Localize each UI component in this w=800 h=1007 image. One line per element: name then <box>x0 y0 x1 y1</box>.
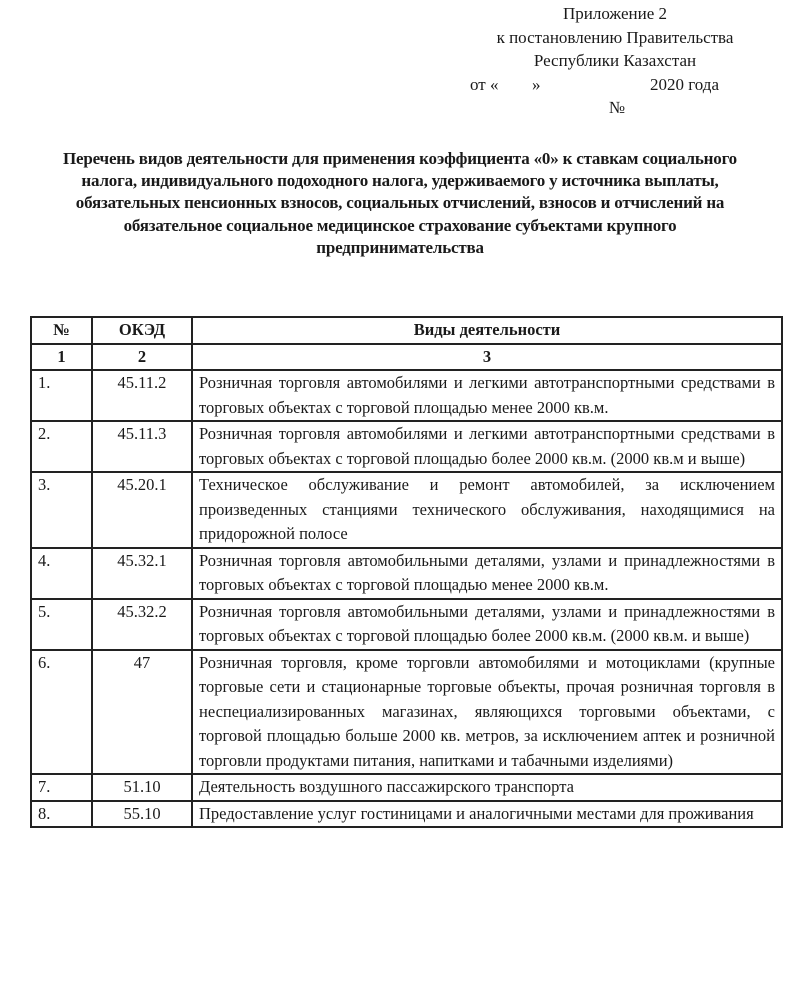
column-number-3: 3 <box>192 344 782 371</box>
date-prefix: от « <box>470 74 499 94</box>
table-row <box>31 370 782 421</box>
row-code: 45.20.1 <box>92 472 192 548</box>
table-row <box>31 472 782 548</box>
appendix-number: № <box>608 98 626 117</box>
table-row <box>31 548 782 599</box>
row-number: 1. <box>31 370 92 421</box>
header-activity-type: Виды деятельности <box>192 317 782 344</box>
row-code: 45.11.2 <box>92 370 192 421</box>
row-number: 3. <box>31 472 92 548</box>
appendix-date-line <box>430 73 800 97</box>
appendix-decree-ref: к постановлению Правительства <box>496 27 734 47</box>
row-code: 45.32.2 <box>92 599 192 650</box>
row-description: Предоставление услуг гостиницами и аналогичными местами для проживания <box>192 801 782 828</box>
table-row <box>31 801 782 828</box>
row-number: 2. <box>31 421 92 472</box>
row-description: Техническое обслуживание и ремонт автомобилей, за исключением произведенных станциями технического обслуживания, находящимися на придорожной полосе <box>192 472 782 548</box>
header-okved-code: ОКЭД <box>92 317 192 344</box>
row-number: 8. <box>31 801 92 828</box>
row-number: 4. <box>31 548 92 599</box>
row-description: Розничная торговля, кроме торговли автомобилями и мотоциклами (крупные торговые сети и стационарные торговые объекты, прочая розничная торговля в неспециализированных магазинах, являющихся торговыми объектами, с торговой площадью больше 2000 кв. метров, за исключением аптек и розничной торговли продуктами питания, напитками и табачными изделиями) <box>192 650 782 775</box>
table-row <box>31 599 782 650</box>
appendix-country: Республики Казахстан <box>533 51 697 70</box>
row-description: Розничная торговля автомобильными деталями, узлами и принадлежностями в торговых объектах с торговой площадью более 2000 кв.м. (2000 кв.м. и выше) <box>192 599 782 650</box>
row-description: Розничная торговля автомобилями и легкими автотранспортными средствами в торговых объектах с торговой площадью более 2000 кв.м. (2000 кв.м и выше) <box>192 421 782 472</box>
appendix-title: Приложение 2 <box>563 4 667 23</box>
row-number: 7. <box>31 774 92 801</box>
activities-table <box>30 316 783 828</box>
table-row <box>31 650 782 775</box>
row-code: 55.10 <box>92 801 192 828</box>
row-number: 5. <box>31 599 92 650</box>
column-number-2: 2 <box>92 344 192 371</box>
table-header-row <box>31 317 782 344</box>
row-description: Розничная торговля автомобилями и легкими автотранспортными средствами в торговых объектах с торговой площадью менее 2000 кв.м. <box>192 370 782 421</box>
row-code: 51.10 <box>92 774 192 801</box>
row-description: Деятельность воздушного пассажирского транспорта <box>192 774 782 801</box>
column-number-1: 1 <box>31 344 92 371</box>
date-close-quote: » <box>532 74 541 94</box>
document-title: Перечень видов деятельности для применения коэффициента «0» к ставкам социального налога, индивидуального подоходного налога, удерживаемого у источника выплаты, обязательных пенсионных взносов, социальных отчислений, взносов и отчислений на обязательное социальное медицинское страхование субъектами крупного предпринимательства <box>63 149 737 257</box>
table-row <box>31 774 782 801</box>
row-code: 47 <box>92 650 192 775</box>
row-code: 45.11.3 <box>92 421 192 472</box>
row-number: 6. <box>31 650 92 775</box>
column-numbers-row <box>31 344 782 371</box>
date-year: 2020 года <box>650 74 720 94</box>
table-row <box>31 421 782 472</box>
row-description: Розничная торговля автомобильными деталями, узлами и принадлежностями в торговых объектах с торговой площадью менее 2000 кв.м. <box>192 548 782 599</box>
row-code: 45.32.1 <box>92 548 192 599</box>
header-number: № <box>31 317 92 344</box>
appendix-header <box>430 2 800 120</box>
